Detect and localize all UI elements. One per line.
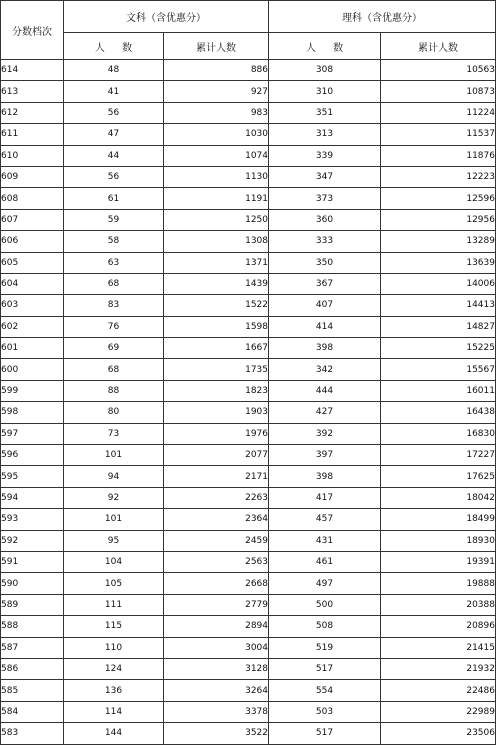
liberal-cumulative-cell: 2668	[164, 573, 269, 594]
score-cell: 596	[1, 445, 64, 466]
score-cell: 585	[1, 680, 64, 701]
score-cell: 594	[1, 487, 64, 508]
science-count-cell: 351	[269, 102, 381, 123]
science-cumulative-cell: 15225	[381, 338, 496, 359]
score-cell: 610	[1, 145, 64, 166]
liberal-arts-group-header: 文科（含优惠分）	[64, 1, 269, 33]
science-count-header: 人 数	[269, 33, 381, 60]
liberal-cumulative-cell: 1976	[164, 423, 269, 444]
liberal-count-cell: 115	[64, 616, 164, 637]
science-count-cell: 360	[269, 209, 381, 230]
score-cell: 609	[1, 166, 64, 187]
liberal-count-cell: 124	[64, 658, 164, 679]
science-count-cell: 503	[269, 701, 381, 722]
table-row	[1, 487, 496, 508]
science-cumulative-cell: 11537	[381, 124, 496, 145]
score-cell: 603	[1, 295, 64, 316]
liberal-count-cell: 83	[64, 295, 164, 316]
liberal-count-cell: 95	[64, 530, 164, 551]
liberal-cumulative-cell: 1308	[164, 231, 269, 252]
science-cumulative-cell: 18930	[381, 530, 496, 551]
science-count-cell: 392	[269, 423, 381, 444]
liberal-cumulative-cell: 2077	[164, 445, 269, 466]
liberal-cumulative-cell: 927	[164, 81, 269, 102]
table-row	[1, 509, 496, 530]
liberal-count-cell: 136	[64, 680, 164, 701]
science-count-cell: 554	[269, 680, 381, 701]
liberal-count-cell: 56	[64, 102, 164, 123]
liberal-count-cell: 63	[64, 252, 164, 273]
science-count-cell: 313	[269, 124, 381, 145]
liberal-cumulative-cell: 1598	[164, 316, 269, 337]
score-cell: 600	[1, 359, 64, 380]
science-cumulative-cell: 14006	[381, 273, 496, 294]
liberal-count-cell: 88	[64, 380, 164, 401]
liberal-count-cell: 69	[64, 338, 164, 359]
score-cell: 604	[1, 273, 64, 294]
table-row	[1, 423, 496, 444]
table-row	[1, 316, 496, 337]
table-row	[1, 295, 496, 316]
science-cumulative-cell: 12223	[381, 166, 496, 187]
liberal-count-cell: 104	[64, 551, 164, 572]
science-count-cell: 417	[269, 487, 381, 508]
liberal-count-cell: 48	[64, 60, 164, 81]
science-count-cell: 398	[269, 466, 381, 487]
science-cumulative-cell: 14827	[381, 316, 496, 337]
score-cell: 593	[1, 509, 64, 530]
liberal-count-cell: 111	[64, 594, 164, 615]
liberal-count-cell: 101	[64, 445, 164, 466]
science-count-cell: 414	[269, 316, 381, 337]
table-row	[1, 102, 496, 123]
liberal-count-cell: 56	[64, 166, 164, 187]
science-cumulative-cell: 16830	[381, 423, 496, 444]
liberal-cumulative-cell: 1522	[164, 295, 269, 316]
liberal-count-cell: 44	[64, 145, 164, 166]
science-cumulative-cell: 14413	[381, 295, 496, 316]
table-row	[1, 723, 496, 744]
science-cumulative-cell: 13639	[381, 252, 496, 273]
science-count-cell: 519	[269, 637, 381, 658]
liberal-cumulative-cell: 1250	[164, 209, 269, 230]
science-cumulative-cell: 11876	[381, 145, 496, 166]
science-count-cell: 461	[269, 551, 381, 572]
table-row	[1, 402, 496, 423]
liberal-count-cell: 73	[64, 423, 164, 444]
liberal-count-cell: 114	[64, 701, 164, 722]
score-cell: 614	[1, 60, 64, 81]
liberal-cumulative-cell: 1735	[164, 359, 269, 380]
score-cell: 586	[1, 658, 64, 679]
science-count-cell: 373	[269, 188, 381, 209]
score-cell: 584	[1, 701, 64, 722]
table-row	[1, 658, 496, 679]
liberal-cumulative-cell: 3128	[164, 658, 269, 679]
science-count-cell: 444	[269, 380, 381, 401]
score-cell: 598	[1, 402, 64, 423]
liberal-count-cell: 41	[64, 81, 164, 102]
liberal-count-cell: 59	[64, 209, 164, 230]
score-cell: 602	[1, 316, 64, 337]
score-cell: 608	[1, 188, 64, 209]
score-cell: 601	[1, 338, 64, 359]
liberal-cumulative-cell: 3522	[164, 723, 269, 744]
table-row	[1, 551, 496, 572]
score-cell: 592	[1, 530, 64, 551]
score-cell: 589	[1, 594, 64, 615]
liberal-cumulative-cell: 1030	[164, 124, 269, 145]
science-count-cell: 397	[269, 445, 381, 466]
liberal-count-header: 人 数	[64, 33, 164, 60]
science-cumulative-cell: 10563	[381, 60, 496, 81]
header-row-sub	[1, 33, 496, 60]
science-count-cell: 367	[269, 273, 381, 294]
liberal-count-cell: 105	[64, 573, 164, 594]
score-cell: 605	[1, 252, 64, 273]
table-row	[1, 573, 496, 594]
science-cumulative-cell: 11224	[381, 102, 496, 123]
science-count-cell: 308	[269, 60, 381, 81]
liberal-count-cell: 76	[64, 316, 164, 337]
liberal-count-cell: 101	[64, 509, 164, 530]
liberal-cumulative-cell: 2459	[164, 530, 269, 551]
science-count-cell: 347	[269, 166, 381, 187]
score-cell: 606	[1, 231, 64, 252]
science-count-cell: 342	[269, 359, 381, 380]
science-cumulative-cell: 16011	[381, 380, 496, 401]
science-count-cell: 310	[269, 81, 381, 102]
table-row	[1, 380, 496, 401]
table-row	[1, 359, 496, 380]
table-row	[1, 680, 496, 701]
table-row	[1, 166, 496, 187]
liberal-cumulative-cell: 2563	[164, 551, 269, 572]
table-row	[1, 445, 496, 466]
liberal-count-cell: 94	[64, 466, 164, 487]
liberal-cumulative-cell: 1903	[164, 402, 269, 423]
science-count-cell: 333	[269, 231, 381, 252]
science-count-cell: 339	[269, 145, 381, 166]
liberal-cumulative-header: 累计人数	[164, 33, 269, 60]
liberal-cumulative-cell: 3264	[164, 680, 269, 701]
science-count-cell: 407	[269, 295, 381, 316]
score-cell: 597	[1, 423, 64, 444]
table-row	[1, 701, 496, 722]
liberal-cumulative-cell: 1371	[164, 252, 269, 273]
liberal-count-cell: 68	[64, 273, 164, 294]
table-row	[1, 530, 496, 551]
score-cell: 595	[1, 466, 64, 487]
score-cell: 599	[1, 380, 64, 401]
table-row	[1, 81, 496, 102]
liberal-cumulative-cell: 2171	[164, 466, 269, 487]
table-row	[1, 124, 496, 145]
science-cumulative-cell: 16438	[381, 402, 496, 423]
liberal-count-cell: 68	[64, 359, 164, 380]
score-cell: 590	[1, 573, 64, 594]
science-cumulative-cell: 18499	[381, 509, 496, 530]
liberal-cumulative-cell: 3004	[164, 637, 269, 658]
liberal-cumulative-cell: 1823	[164, 380, 269, 401]
science-group-header: 理科（含优惠分）	[269, 1, 496, 33]
science-count-cell: 497	[269, 573, 381, 594]
science-cumulative-cell: 21932	[381, 658, 496, 679]
liberal-count-cell: 80	[64, 402, 164, 423]
liberal-cumulative-cell: 1191	[164, 188, 269, 209]
liberal-cumulative-cell: 2263	[164, 487, 269, 508]
table-row	[1, 616, 496, 637]
table-row	[1, 145, 496, 166]
liberal-count-cell: 92	[64, 487, 164, 508]
science-cumulative-cell: 17227	[381, 445, 496, 466]
science-count-cell: 517	[269, 723, 381, 744]
liberal-cumulative-cell: 886	[164, 60, 269, 81]
liberal-cumulative-cell: 1130	[164, 166, 269, 187]
table-row	[1, 209, 496, 230]
science-count-cell: 427	[269, 402, 381, 423]
liberal-count-cell: 110	[64, 637, 164, 658]
score-cell: 583	[1, 723, 64, 744]
liberal-cumulative-cell: 983	[164, 102, 269, 123]
header-row-groups	[1, 1, 496, 33]
liberal-cumulative-cell: 1074	[164, 145, 269, 166]
liberal-cumulative-cell: 2779	[164, 594, 269, 615]
table-header	[1, 1, 496, 60]
science-cumulative-cell: 15567	[381, 359, 496, 380]
science-cumulative-cell: 18042	[381, 487, 496, 508]
table-row	[1, 637, 496, 658]
score-cell: 613	[1, 81, 64, 102]
science-cumulative-cell: 20388	[381, 594, 496, 615]
science-cumulative-header: 累计人数	[381, 33, 496, 60]
science-cumulative-cell: 22486	[381, 680, 496, 701]
score-cell: 611	[1, 124, 64, 145]
science-count-cell: 457	[269, 509, 381, 530]
liberal-count-cell: 58	[64, 231, 164, 252]
science-cumulative-cell: 17625	[381, 466, 496, 487]
liberal-count-cell: 144	[64, 723, 164, 744]
liberal-cumulative-cell: 1667	[164, 338, 269, 359]
score-column-header: 分数档次	[1, 1, 64, 60]
science-count-cell: 517	[269, 658, 381, 679]
science-cumulative-cell: 20896	[381, 616, 496, 637]
liberal-cumulative-cell: 2364	[164, 509, 269, 530]
science-cumulative-cell: 23506	[381, 723, 496, 744]
score-cell: 607	[1, 209, 64, 230]
score-cell: 591	[1, 551, 64, 572]
science-cumulative-cell: 10873	[381, 81, 496, 102]
liberal-count-cell: 47	[64, 124, 164, 145]
science-cumulative-cell: 12956	[381, 209, 496, 230]
table-row	[1, 466, 496, 487]
table-row	[1, 252, 496, 273]
science-cumulative-cell: 22989	[381, 701, 496, 722]
science-cumulative-cell: 12596	[381, 188, 496, 209]
science-cumulative-cell: 13289	[381, 231, 496, 252]
science-cumulative-cell: 19888	[381, 573, 496, 594]
science-count-cell: 398	[269, 338, 381, 359]
liberal-cumulative-cell: 3378	[164, 701, 269, 722]
liberal-cumulative-cell: 1439	[164, 273, 269, 294]
liberal-cumulative-cell: 2894	[164, 616, 269, 637]
science-cumulative-cell: 21415	[381, 637, 496, 658]
science-cumulative-cell: 19391	[381, 551, 496, 572]
science-count-cell: 508	[269, 616, 381, 637]
table-row	[1, 273, 496, 294]
liberal-count-cell: 61	[64, 188, 164, 209]
science-count-cell: 431	[269, 530, 381, 551]
score-cell: 587	[1, 637, 64, 658]
table-row	[1, 338, 496, 359]
science-count-cell: 500	[269, 594, 381, 615]
score-cell: 612	[1, 102, 64, 123]
table-row	[1, 188, 496, 209]
score-cell: 588	[1, 616, 64, 637]
table-row	[1, 231, 496, 252]
science-count-cell: 350	[269, 252, 381, 273]
table-row	[1, 60, 496, 81]
table-row	[1, 594, 496, 615]
table-body	[1, 60, 496, 745]
